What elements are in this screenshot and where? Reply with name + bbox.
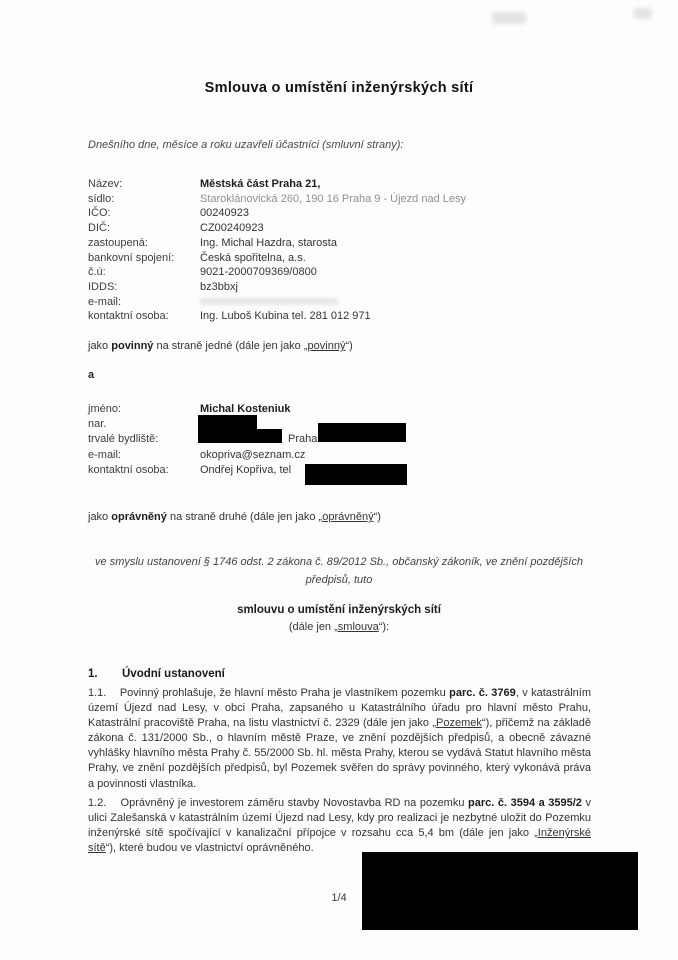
field-label: kontaktní osoba: [88,310,169,323]
field-row-kontaktni-osoba [88,309,638,324]
faint-stamp-mark [492,12,526,24]
legal-clause-line2: předpisů, tuto [305,574,373,586]
field-label: trvalé bydliště: [88,433,159,446]
redaction-block-birthdate [198,415,257,430]
field-value: okopriva@seznam.cz [200,448,306,461]
field-label: IDDS: [88,280,118,293]
field-row-sidlo [88,192,638,207]
page-number: 1/4 [331,892,347,904]
field-row-nazev [88,177,638,192]
field-value: Ondřej Kopřiva, tel [200,463,292,476]
field-row-cu [88,265,638,280]
field-label: e-mail: [88,295,122,308]
city-text: Praha [288,433,318,446]
field-value: 00240923 [200,207,249,220]
field-label: bankovní spojení: [88,251,175,264]
field-row-zastoupena [88,236,638,251]
faint-stamp-mark [634,8,652,19]
field-value: Ing. Michal Hazdra, starosta [200,236,337,249]
field-value: Městská část Praha 21, [200,178,321,190]
field-row-idds [88,280,638,295]
field-label: sídlo: [88,192,115,205]
field-label: č.ú: [88,266,106,279]
field-row-ico [88,206,638,221]
redaction-block-street [198,429,282,443]
section1-heading [88,668,225,680]
field-value: bz3bbxj [200,280,238,293]
contract-name: smlouvu o umístění inženýrských sítí [237,604,441,616]
field-value: 9021-2000709369/0800 [200,266,317,279]
document-title: Smlouva o umístění inženýrských sítí [204,80,474,96]
legal-clause-line1: ve smyslu ustanovení § 1746 odst. 2 zákona č. 89/2012 Sb., občanský zákoník, ve znění pozdějších [95,556,583,568]
opravneny-role-line: jako oprávněný na straně druhé (dále jen jako „oprávněný“) [88,511,381,523]
field-row-email [88,448,638,463]
field-row-dic [88,221,638,236]
field-row-bankovni-spojeni [88,251,638,266]
contract-name-subtitle: (dále jen „smlouva“): [288,621,390,633]
legal-clause [88,553,590,589]
field-row-email [88,295,638,310]
field-label: DIČ: [88,222,110,235]
field-label: nar. [88,418,107,431]
field-value: Michal Kosteniuk [200,403,291,415]
section1-title: Úvodní ustanovení [122,668,225,680]
field-label: Název: [88,178,123,190]
redaction-block-footer [362,852,638,930]
conjunction-a: a [88,369,95,381]
redaction-block-phone [305,464,407,485]
section1-number: 1. [88,668,98,680]
povinny-role-line: jako povinný na straně jedné (dále jen jako „povinný“) [88,340,353,352]
intro-line: Dnešního dne, měsíce a roku uzavřeli účastníci (smluvní strany): [88,139,404,151]
field-value [200,295,638,310]
redaction-block-address [318,423,406,442]
field-label: IČO: [88,207,111,220]
field-value: Česká spořitelna, a.s. [200,251,306,264]
erased-text-smudge [200,298,338,305]
field-label: zastoupená: [88,236,148,249]
field-label: kontaktní osoba: [88,463,169,476]
party-povinny-block [88,177,638,324]
field-row-jmeno [88,402,638,417]
field-label: jméno: [88,403,122,415]
field-value: Staroklánovická 260, 190 16 Praha 9 - Újezd nad Lesy [200,192,466,205]
field-label: e-mail: [88,448,122,461]
field-value: CZ00240923 [200,222,264,235]
party-opravneny-block [88,402,638,478]
paragraph-1-2: 1.2. Oprávněný je investorem záměru stavby Novostavba RD na pozemku parc. č. 3594 a 3595/2 v ulici Zalešanská v katastrálním území Újezd nad Lesy, kdy pro realizaci je nezbytné uložit do Pozemku inženýrské sítě spočívající v kanalizační přípojce v rozsahu cca 5,4 bm (dále jen jako „Inženýrské sítě“), které budou ve vlastnictví oprávněného. [88,797,591,855]
paragraph-1-1: 1.1. Povinný prohlašuje, že hlavní město Praha je vlastníkem pozemku parc. č. 3769, v katastrálním území Újezd nad Lesy, v obci Praha, zapsaného u Katastrálního úřadu pro hlavní město Prahu, Katastrální pracoviště Praha, na listu vlastnictví č. 2329 (dále jen jako „Pozemek“), přičemž na základě zákona č. 131/2000 Sb., o hlavním městě Praze, ve znění pozdějších předpisů, a obecně závazné vyhlášky hlavního města Prahy č. 55/2000 Sb. hl. města Prahy, kterou se vydává Statut hlavního města Prahy, ve znění pozdějších předpisů, byl Pozemek svěřen do správy povinného, který vykonává práva a povinnosti vlastníka. [88,687,592,790]
field-value: Ing. Luboš Kubina tel. 281 012 971 [200,310,371,323]
